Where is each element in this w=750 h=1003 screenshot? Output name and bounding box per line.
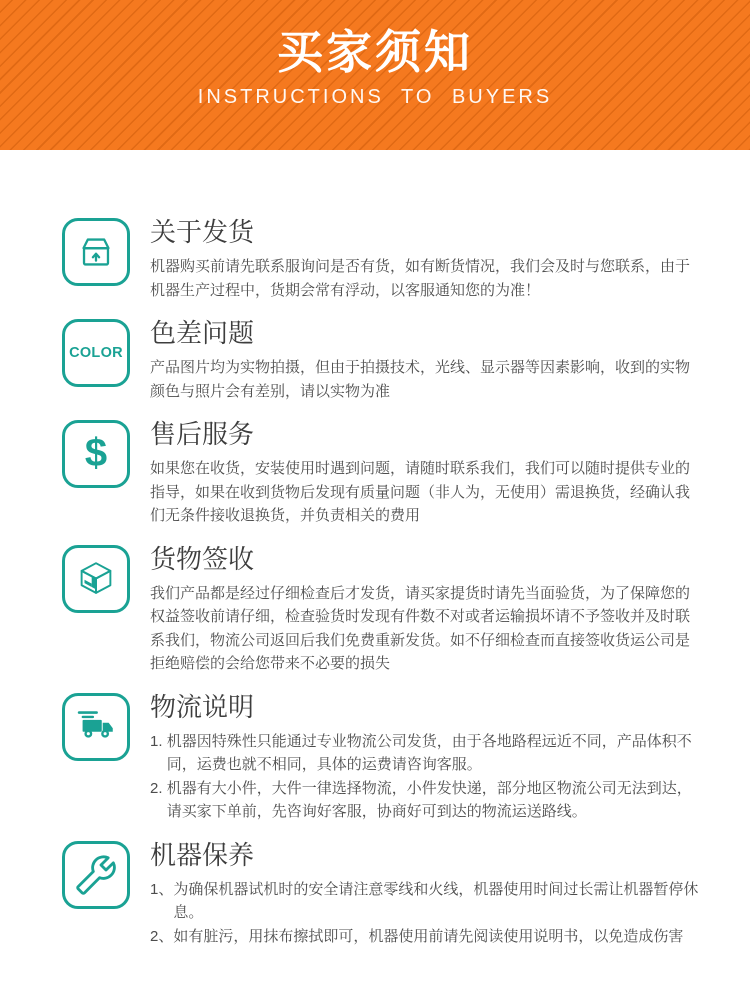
header-banner: [0, 0, 750, 150]
section-title: 货物签收: [150, 543, 255, 574]
section-title: 物流说明: [150, 691, 255, 722]
truck-icon: [62, 693, 130, 761]
section-title: 售后服务: [150, 419, 255, 449]
package-icon: [62, 218, 130, 286]
section-color-difference: [62, 317, 702, 403]
wrench-icon: [62, 841, 130, 909]
section-title: 机器保养: [150, 839, 255, 870]
dollar-icon: $: [62, 420, 130, 488]
section-after-sales: [62, 418, 702, 528]
notice-content: [0, 150, 750, 1003]
list-item: 1. 机器因特殊性只能通过专业物流公司发货，由于各地路程远近不同，产品体积不同，运费也就不相同，具体的运费请咨询客服。: [150, 732, 692, 773]
box-3d-icon: [62, 545, 130, 613]
page-subtitle: INSTRUCTIONS TO BUYERS: [197, 86, 553, 108]
list-item: 1、 为确保机器试机时的安全请注意零线和火线，机器使用时间过长需让机器暂停休息。: [150, 880, 699, 921]
section-logistics: [62, 691, 702, 824]
list-item: 2、 如有脏污，用抹布擦拭即可，机器使用前请先阅读使用说明书，以免造成伤害: [150, 927, 684, 945]
section-paragraph: 产品图片均为实物拍摄，但由于拍摄技术，光线、显示器等因素影响，收到的实物颜色与照片会有差别，请以实物为准: [150, 359, 691, 400]
section-goods-receipt: [62, 543, 702, 676]
section-maintenance: [62, 839, 702, 949]
page-title: 买家须知: [277, 26, 473, 78]
section-title: 色差问题: [150, 318, 255, 348]
list-item: 2. 机器有大小件，大件一律选择物流，小件发快递，部分地区物流公司无法到达，请买家下单前，先咨询好客服，协商好可到达的物流运送路线。: [150, 779, 692, 820]
section-paragraph: 我们产品都是经过仔细检查后才发货，请买家提货时请先当面验货，为了保障您的权益签收前请仔细，检查验货时发现有件数不对或者运输损坏请不予签收并及时联系我们，物流公司返回后我们免费重新发货。如不仔细检查而直接签收货运公司是拒绝赔偿的会给您带来不必要的损失: [150, 584, 691, 672]
color-icon: COLOR: [62, 319, 130, 387]
section-shipping: [62, 216, 702, 302]
section-title: 关于发货: [150, 217, 255, 247]
section-paragraph: 机器购买前请先联系服询问是否有货，如有断货情况，我们会及时与您联系，由于机器生产过程中，货期会常有浮动，以客服通知您的为准！: [150, 258, 691, 299]
section-paragraph: 如果您在收货，安装使用时遇到问题，请随时联系我们，我们可以随时提供专业的指导，如果在收到货物后发现有质量问题（非人为，无使用）需退换货，经确认我们无条件接收退换货，并负责相关的费用: [150, 460, 691, 524]
